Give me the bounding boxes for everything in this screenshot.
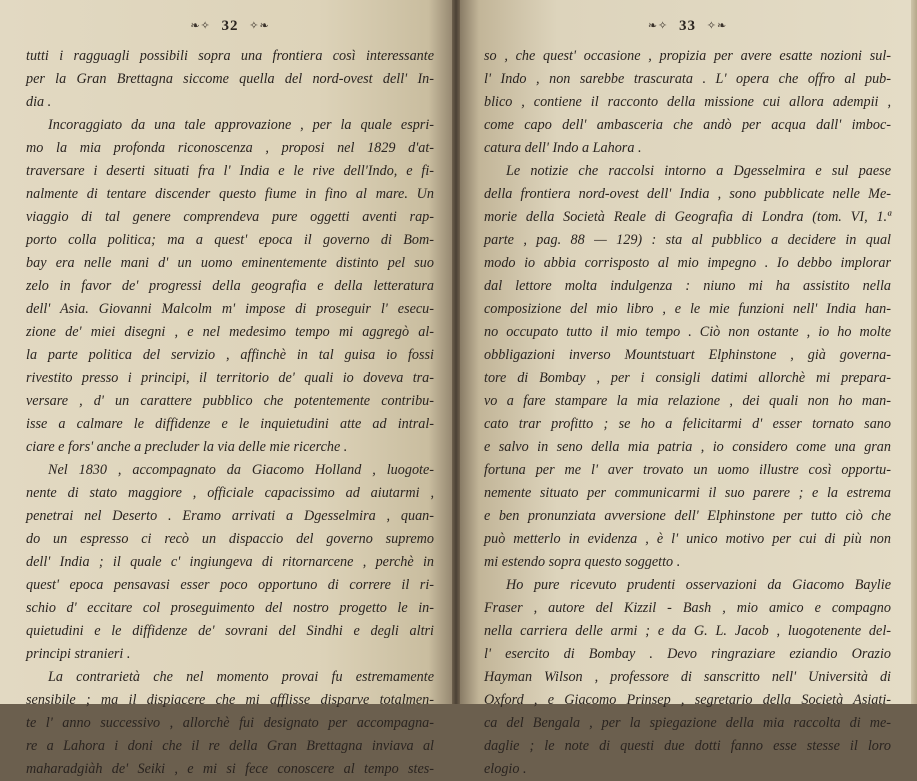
text-line: catura dell' Indo a Lahora .	[484, 140, 642, 156]
text-line: dal lettore molta indulgenza : niuno mi ha assistito nella	[484, 278, 891, 294]
text-line: obbligazioni inverso Mountstuart Elphinstone , già governa-	[484, 347, 891, 363]
ornament-left-icon: ❧✧	[190, 19, 211, 32]
text-line: Oxford , e Giacomo Prinsep , segretario della Società Asiati-	[484, 692, 891, 708]
text-line: Incoraggiato da una tale approvazione , per la quale espri-	[48, 117, 434, 133]
page-edge	[911, 0, 917, 704]
text-line: nemente situato per communicarmi il suo parere ; e la estrema	[484, 485, 891, 501]
left-page	[0, 0, 456, 777]
text-line: traversare i deserti situati fra l' India e le rive dell'Indo, e fi-	[26, 163, 434, 179]
text-line: quest' epoca pensavasi esser poco opportuno di correre il ri-	[26, 577, 434, 593]
text-line: la parte politica del servizio , affinchè in tal guisa io fossi	[26, 347, 434, 363]
text-line: ciare e fors' anche a precluder la via delle mie ricerche .	[26, 439, 348, 455]
text-line: modo io abbia corrisposto al mio impegno . Io debbo implorar	[484, 255, 891, 271]
text-line: nella carriera delle armi ; e da G. L. Jacob , luogotenente del-	[484, 623, 891, 639]
text-line: e salvo in seno della mia patria , io considero come una gran	[484, 439, 891, 455]
text-line: ca del Bengala , per la spiegazione della mia raccolta di me-	[484, 715, 891, 731]
text-line: zelo in favor de' progressi della geografia e della letteratura	[26, 278, 434, 294]
text-line: versare , d' un carattere pubblico che potentemente contribu-	[26, 393, 434, 409]
text-line: tore di Bombay , per i consigli datimi allorchè mi prepara-	[484, 370, 891, 386]
text-line: re a Lahora i doni che il re della Gran Brettagna inviava al	[26, 738, 434, 754]
text-line: fortuna per me l' aver trovato un uomo illustre così opportu-	[484, 462, 891, 478]
text-line: vo a fare stampare la mia relazione , dei quali non ho man-	[484, 393, 891, 409]
text-line: sensibile ; ma il dispiacere che mi afflisse disparve totalmen-	[26, 692, 434, 708]
right-page-text	[484, 45, 891, 781]
text-line: dia .	[26, 94, 52, 110]
text-line: penetrai nel Deserto . Eramo arrivati a Dgesselmira , quan-	[26, 508, 434, 524]
text-line: zione de' miei disegni , e nel medesimo tempo mi aggregò al-	[26, 324, 434, 340]
text-line: come capo dell' ambasceria che andò per acqua dall' imboc-	[484, 117, 891, 133]
ornament-right-icon: ✧❧	[249, 19, 270, 32]
text-line: blico , contiene il racconto della missione cui allora adempii ,	[484, 94, 891, 110]
text-line: so , che quest' occasione , propizia per avere esatte nozioni sul-	[484, 48, 891, 64]
text-line: nalmente di tentare discender questo fiume in fino al mare. Un	[26, 186, 434, 202]
text-line: Nel 1830 , accompagnato da Giacomo Holland , luogote-	[48, 462, 434, 478]
text-line: composizione del mio libro , e le mie funzioni nell' India han-	[484, 301, 891, 317]
text-line: può metterlo in evidenza , è l' unico motivo per cui di più non	[484, 531, 891, 547]
text-line: porto colla politica; ma a quest' epoca il governo di Bom-	[26, 232, 434, 248]
page-header-right	[484, 14, 891, 36]
text-line: principi stranieri .	[26, 646, 131, 662]
text-line: mo la mia profonda riconoscenza , proposi nel 1829 d'at-	[26, 140, 434, 156]
text-line: per la Gran Brettagna siccome quella del nord-ovest dell' In-	[26, 71, 434, 87]
page-number-left: 32	[221, 17, 239, 34]
text-line: Hayman Wilson , professore di sanscritto nell' Università di	[484, 669, 891, 685]
text-line: parte , pag. 88 — 129) : sta al pubblico a decidere in qual	[484, 232, 891, 248]
text-line: Fraser , autore del Kizzil - Bash , mio amico e compagno	[484, 600, 891, 616]
page-header-left	[26, 14, 434, 36]
text-line: cato trar profitto ; se ho a felicitarmi d' esser tornato sano	[484, 416, 891, 432]
ornament-right-icon: ✧❧	[706, 19, 728, 32]
text-line: te l' anno successivo , allorchè fui designato per accompagna-	[26, 715, 434, 731]
text-line: nente di stato maggiore , officiale capacissimo ad aiutarmi ,	[26, 485, 434, 501]
text-line: do un espresso ci recò un dispaccio del governo supremo	[26, 531, 434, 547]
ornament-left-icon: ❧✧	[647, 19, 669, 32]
text-line: isse a calmare le diffidenze e le inquietudini atte ad intral-	[26, 416, 434, 432]
text-line: quietudini e le diffidenze de' sovrani del Sindhi e degli altri	[26, 623, 434, 639]
text-line: dell' India ; il quale c' ingiungeva di ritornarcene , perchè in	[26, 554, 434, 570]
text-line: no occupato tutto il mio tempo . Ciò non ostante , io ho molte	[484, 324, 891, 340]
text-line: schio d' eccitare col proseguimento del nostro progetto le in-	[26, 600, 434, 616]
text-line: elogio .	[484, 761, 527, 777]
text-line: dell' Asia. Giovanni Malcolm m' impose di proseguir l' esecu-	[26, 301, 434, 317]
right-page	[456, 0, 917, 777]
text-line: mi estendo sopra questo soggetto .	[484, 554, 681, 570]
text-line: tutti i ragguagli possibili sopra una frontiera così interessante	[26, 48, 434, 64]
text-line: La contrarietà che nel momento provai fu estremamente	[48, 669, 434, 685]
text-line: l' esercito di Bombay . Devo ringraziare eziandio Orazio	[484, 646, 891, 662]
left-page-text	[26, 45, 434, 781]
text-line: l' Indo , non sarebbe trascurata . L' opera che offro al pub-	[484, 71, 891, 87]
text-line: della frontiera nord-ovest dell' India , sono pubblicate nelle Me-	[484, 186, 891, 202]
text-line: bay era nelle mani d' un uomo eminentemente distinto pel suo	[26, 255, 434, 271]
book-gutter	[452, 0, 460, 704]
text-line: viaggio di tal genere comprendeva pure oggetti aventi rap-	[26, 209, 434, 225]
text-line: e ben pronunziata avversione dell' Elphinstone per tutto ciò che	[484, 508, 891, 524]
page-number-right: 33	[679, 17, 696, 34]
text-line: Le notizie che raccolsi intorno a Dgesselmira e sul paese	[506, 163, 891, 179]
text-line: Ho pure ricevuto prudenti osservazioni da Giacomo Baylie	[506, 577, 891, 593]
text-line: maharadgiàh de' Seiki , e mi si fece conoscere al tempo stes-	[26, 761, 434, 777]
text-line: rivestito presso i principi, il territorio de' quali io doveva tra-	[26, 370, 434, 386]
text-line: daglie ; le note di questi due dotti fanno esse stesse il loro	[484, 738, 891, 754]
text-line: morie della Società Reale di Geografia di Londra (tom. VI, 1.ª	[484, 209, 891, 225]
